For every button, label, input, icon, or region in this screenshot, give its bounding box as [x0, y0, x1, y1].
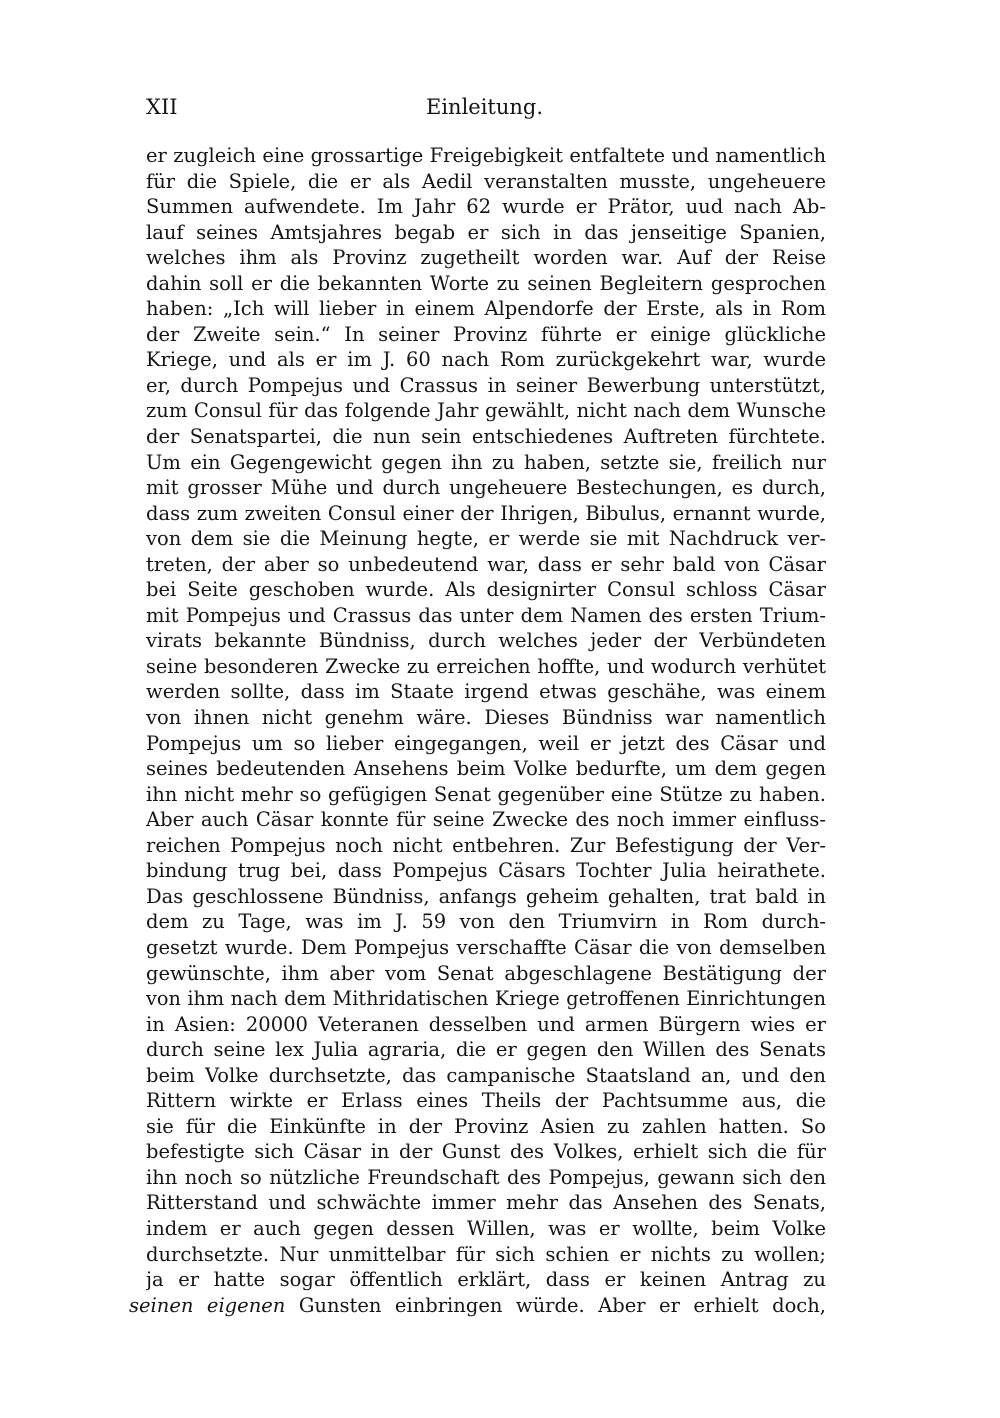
- text-line: er zugleich eine grossartige Freigebigkeit entfaltete und namentlich: [146, 144, 826, 167]
- text-line: beim Volke durchsetzte, das campanische Staatsland an, und den: [146, 1063, 826, 1087]
- text-line: in Asien: 20000 Veteranen desselben und armen Bürgern wies er: [146, 1012, 826, 1036]
- text-line: virats bekannte Bündniss, durch welches jeder der Verbündeten: [146, 629, 826, 653]
- body-text: [129, 143, 826, 1318]
- text-line: der Zweite sein.“ In seiner Provinz führte er einige glückliche: [146, 322, 826, 346]
- text-line: welches ihm als Provinz zugetheilt worden war. Auf der Reise: [146, 246, 826, 270]
- text-line: befestigte sich Cäsar in der Gunst des Volkes, erhielt sich die für: [146, 1140, 826, 1164]
- text-line: er, durch Pompejus und Crassus in seiner Bewerbung unterstützt,: [146, 373, 826, 397]
- text-line: Ritterstand und schwächte immer mehr das Ansehen des Senats,: [146, 1191, 826, 1215]
- page-header: [146, 92, 826, 122]
- text-line: sie für die Einkünfte in der Provinz Asien zu zahlen hatten. So: [146, 1114, 826, 1138]
- text-line: Um ein Gegengewicht gegen ihn zu haben, setzte sie, freilich nur: [146, 450, 826, 474]
- text-line: seine besonderen Zwecke zu erreichen hoffte, und wodurch verhütet: [146, 654, 826, 678]
- text-line: bindung trug bei, dass Pompejus Cäsars Tochter Julia heirathete.: [146, 859, 826, 883]
- text-line: Das geschlossene Bündniss, anfangs geheim gehalten, trat bald in: [146, 884, 826, 908]
- text-line-rest: Gunsten einbringen würde. Aber er erhielt doch,: [285, 1293, 826, 1317]
- text-line: von dem sie die Meinung hegte, er werde sie mit Nachdruck ver-: [146, 527, 826, 551]
- text-line: ihn nicht mehr so gefügigen Senat gegenüber eine Stütze zu haben.: [146, 782, 826, 806]
- text-line: lauf seines Amtsjahres begab er sich in das jenseitige Spanien,: [146, 220, 826, 244]
- text-line: treten, der aber so unbedeutend war, dass er sehr bald von Cäsar: [146, 552, 826, 576]
- text-line: bei Seite geschoben wurde. Als designirter Consul schloss Cäsar: [146, 578, 826, 602]
- text-line: Kriege, und als er im J. 60 nach Rom zurückgekehrt war, wurde: [146, 348, 826, 372]
- text-line: zum Consul für das folgende Jahr gewählt, nicht nach dem Wunsche: [146, 399, 826, 423]
- running-title: Einleitung.: [426, 95, 544, 119]
- text-line: gesetzt wurde. Dem Pompejus verschaffte Cäsar die von demselben: [146, 935, 826, 959]
- text-line: mit grosser Mühe und durch ungeheuere Bestechungen, es durch,: [146, 476, 826, 500]
- page-number: XII: [146, 95, 178, 119]
- text-line: von ihm nach dem Mithridatischen Kriege getroffenen Einrichtungen: [146, 987, 826, 1011]
- text-line: haben: „Ich will lieber in einem Alpendorfe der Erste, als in Rom: [146, 297, 826, 321]
- text-line: der Senatspartei, die nun sein entschiedenes Auftreten fürchtete.: [146, 425, 826, 449]
- text-line: für die Spiele, die er als Aedil veranstalten musste, ungeheuere: [146, 169, 826, 193]
- text-line: durchsetzte. Nur unmittelbar für sich schien er nichts zu wollen;: [146, 1242, 826, 1266]
- text-line: indem er auch gegen dessen Willen, was er wollte, beim Volke: [146, 1216, 826, 1240]
- text-line: durch seine lex Julia agraria, die er gegen den Willen des Senats: [146, 1038, 826, 1062]
- text-line: werden sollte, dass im Staate irgend etwas geschähe, was einem: [146, 680, 826, 704]
- text-line: Summen aufwendete. Im Jahr 62 wurde er Prätor, uud nach Ab-: [146, 195, 826, 219]
- text-line: dahin soll er die bekannten Worte zu seinen Begleitern gesprochen: [146, 271, 826, 295]
- text-line-last: [129, 1293, 826, 1319]
- italic-emphasis: seinen eigenen: [129, 1293, 286, 1317]
- text-line: seines bedeutenden Ansehens beim Volke bedurfte, um dem gegen: [146, 757, 826, 781]
- text-line: dass zum zweiten Consul einer der Ihrigen, Bibulus, ernannt wurde,: [146, 501, 826, 525]
- text-line: dem zu Tage, was im J. 59 von den Triumvirn in Rom durch-: [146, 910, 826, 934]
- text-line: ihn noch so nützliche Freundschaft des Pompejus, gewann sich den: [146, 1165, 826, 1189]
- text-line: reichen Pompejus noch nicht entbehren. Zur Befestigung der Ver-: [146, 833, 826, 857]
- text-line: gewünschte, ihm aber vom Senat abgeschlagene Bestätigung der: [146, 961, 826, 985]
- text-line: von ihnen nicht genehm wäre. Dieses Bündniss war namentlich: [146, 706, 826, 730]
- text-line: Pompejus um so lieber eingegangen, weil er jetzt des Cäsar und: [146, 731, 826, 755]
- text-line: Aber auch Cäsar konnte für seine Zwecke des noch immer einfluss-: [146, 808, 826, 832]
- text-line: ja er hatte sogar öffentlich erklärt, dass er keinen Antrag zu: [146, 1268, 826, 1292]
- text-line: Rittern wirkte er Erlass eines Theils der Pachtsumme aus, die: [146, 1089, 826, 1113]
- text-line: mit Pompejus und Crassus das unter dem Namen des ersten Trium-: [146, 603, 826, 627]
